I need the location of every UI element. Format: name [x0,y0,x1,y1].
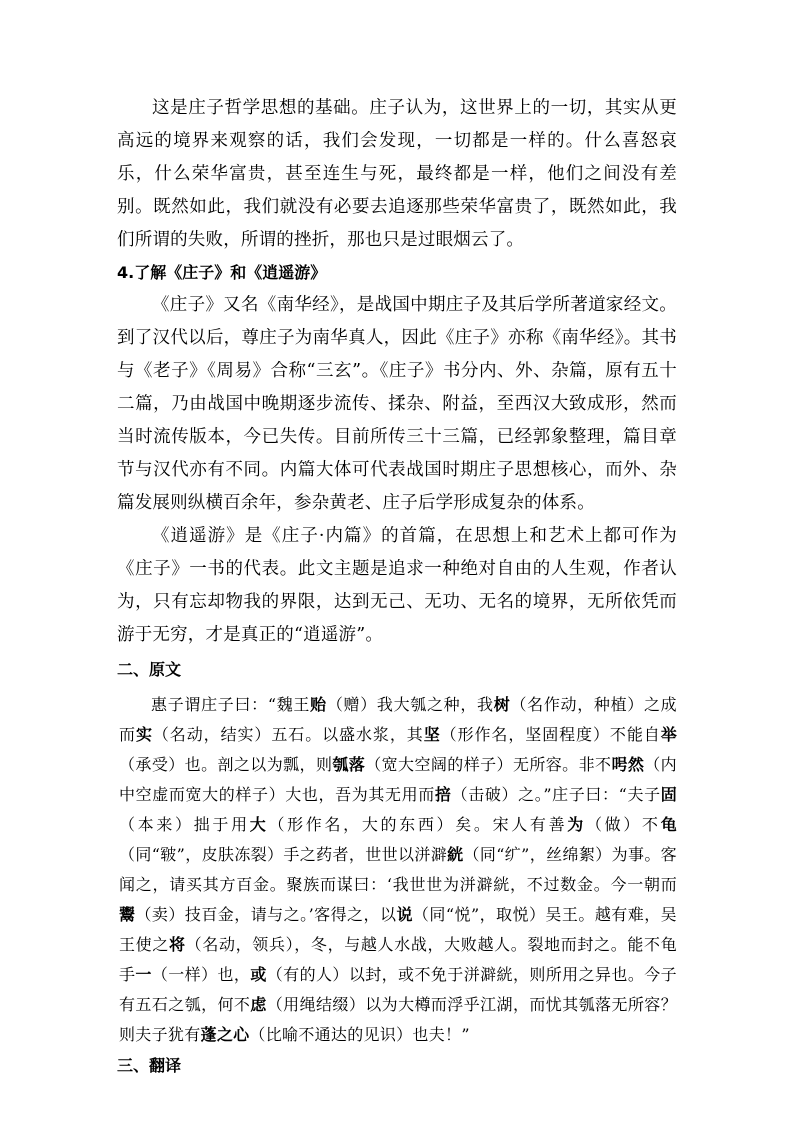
glossed-term: 树 [493,695,511,714]
glossed-term: 瓠落 [332,755,366,774]
original-text-run: （用绳结缀）以为大樽而浮乎江湖，而忧其瓠落无所容？则夫子犹有 [119,995,677,1044]
glossed-term: 说 [396,905,413,924]
glossed-term: 为 [567,815,586,834]
glossed-term: 或 [250,965,267,984]
original-text-run: （一样）也， [151,965,251,984]
original-text-run: （赠）我大瓠之种，我 [326,695,494,714]
original-text-run: （本来）拙于用 [119,815,250,834]
glossed-term: 呺然 [611,755,645,774]
original-text-run: （同“悦”，取悦）吴王。越有难，吴王使之 [119,905,677,954]
glossed-term: 絖 [447,845,464,864]
original-text-run: （名动，领兵），冬，与越人水战，大败越人。裂地而封之。能不龟手 [119,935,677,984]
original-text-run: （有的人）以封，或不免于洴澼絖，则所用之异也。今子有五石之瓠，何不 [119,965,677,1014]
original-text-paragraph [117,690,677,1050]
glossed-term: 实 [135,725,153,744]
original-text-run: （形作名，坚固程度）不能自 [440,725,661,744]
glossed-term: 固 [660,785,678,804]
glossed-term: 掊 [434,785,452,804]
original-text-run: （宽大空阔的样子）无所容。非不 [365,755,612,774]
document-body [117,92,677,1082]
glossed-term: 贻 [310,695,327,714]
original-text-run: （同“皲”，皮肤冻裂）手之药者，世世以洴澼 [119,845,448,864]
glossed-term: 虑 [250,995,267,1014]
glossed-term: 蓬之心 [200,1025,250,1044]
original-text-run: 惠子谓庄子曰：“魏王 [151,695,311,714]
glossed-term: 一 [135,965,152,984]
glossed-term: 坚 [423,725,441,744]
glossed-term: 龟 [660,815,677,834]
zhuangzi-paragraph: 《庄子》又名《南华经》，是战国中期庄子及其后学所著道家经文。到了汉代以后，尊庄子为南华真人，因此《庄子》亦称《南华经》。其书与《老子》《周易》合称“三玄”。《庄子》书分内、外、杂篇，原有五十二篇，乃由战国中晚期逐步流传、揉杂、附益，至西汉大致成形，然而当时流传版本，今已失传。目前所传三十三篇，已经郭象整理，篇目章节与汉代亦有不同。内篇大体可代表战国时期庄子思想核心，而外、杂篇发展则纵横百余年，参杂黄老、庄子后学形成复杂的体系。 [117,295,677,513]
glossed-term: 鬻 [119,905,136,924]
original-text-run: （比喻不通达的见识）也夫！” [249,1025,470,1044]
section-heading-original: 二、原文 [117,660,182,679]
original-text-run: （做）不 [585,815,661,834]
xiaoyaoyou-paragraph: 《逍遥游》是《庄子·内篇》的首篇，在思想上和艺术上都可作为《庄子》一书的代表。此文主题是追求一种绝对自由的人生观，作者认为，只有忘却物我的界限，达到无己、无功、无名的境界，无所依凭而游于无穷，才是真正的“逍遥游”。 [117,526,677,645]
original-text-run: （击破）之。”庄子曰：“夫子 [451,785,661,804]
glossed-term: 将 [168,935,186,954]
original-text-run: （名作动，种植）之成而 [119,695,677,744]
original-text-run: （承受）也。剖之以为瓢，则 [119,755,333,774]
intro-paragraph: 这是庄子哲学思想的基础。庄子认为，这世界上的一切，其实从更高远的境界来观察的话，我们会发现，一切都是一样的。什么喜怒哀乐，什么荣华富贵，甚至连生与死，最终都是一样，他们之间没有差别。既然如此，我们就没有必要去追逐那些荣华富贵了，既然如此，我们所谓的失败，所谓的挫折，那也只是过眼烟云了。 [117,98,677,250]
original-text-run: （形作名，大的东西）矣。宋人有善 [268,815,568,834]
original-text-run: （同“纩”，丝绵絮）为事。客闻之，请买其方百金。聚族而谋曰：‘我世世为洴澼絖，不过数金。今一朝而 [119,845,677,894]
section-heading-understand: 4.了解《庄子》和《逍遥游》 [117,263,327,282]
original-text-run: （名动，结实）五石。以盛水浆，其 [152,725,424,744]
glossed-term: 大 [249,815,269,834]
section-heading-translation: 三、翻译 [117,1056,182,1075]
original-text-run: （内中空虚而宽大的样子）大也，吾为其无用而 [119,755,677,804]
original-text-run: （卖）技百金，请与之。’客得之，以 [135,905,397,924]
glossed-term: 举 [660,725,677,744]
